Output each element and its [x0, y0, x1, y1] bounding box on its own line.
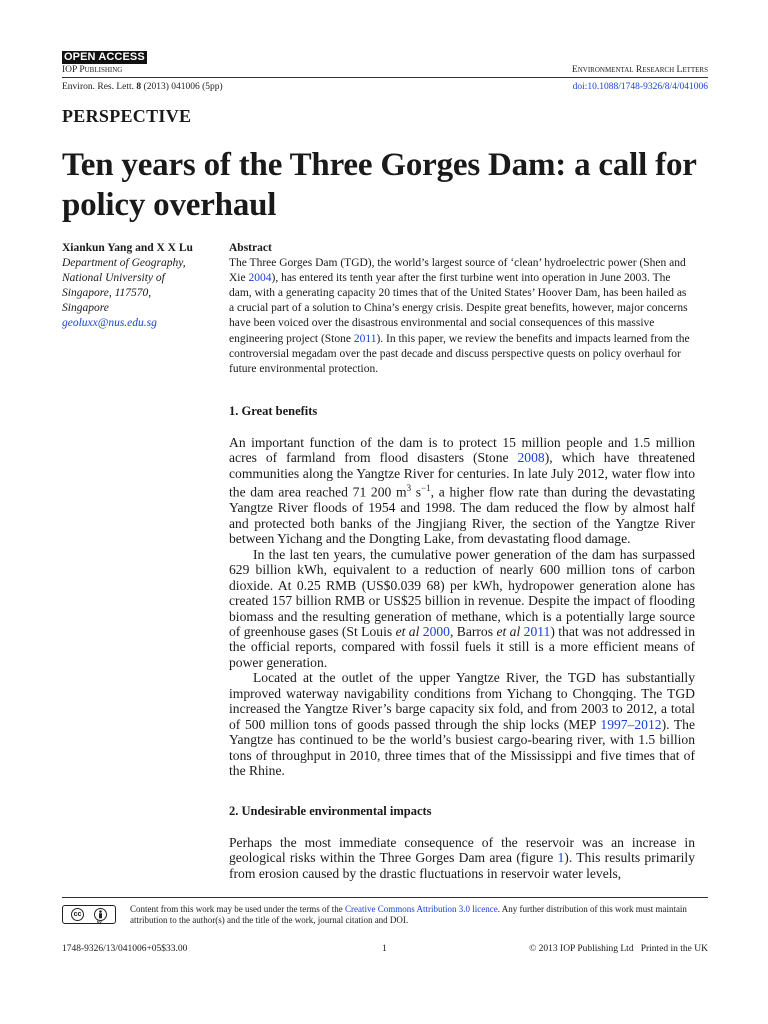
text-run: Located at the outlet of the upper Yangtze River, the TGD has substantially improved waterway navigability conditions from Yichang to Chongqing. The TGD increased the Yangtze River’s barge capacity six fold, and from 2003 to 2012, a total of 500 million tons of goods passed through the ship locks (MEP: [229, 670, 695, 732]
section-1-body: [229, 435, 695, 779]
journal-name: Environmental Research Letters: [571, 65, 708, 75]
paragraph: [229, 670, 695, 778]
text-run: Perhaps the most immediate consequence of the reservoir was an increase in geological risks within the Three Gorges Dam area (figure: [229, 835, 695, 866]
publisher-name: IOP Publishing: [62, 65, 123, 75]
license-text: [130, 904, 710, 926]
text-run: s: [411, 484, 422, 500]
citation-link[interactable]: 2000: [422, 623, 450, 639]
abstract-text: [229, 256, 691, 377]
section-2-body: [229, 835, 695, 881]
text-run: An important function of the dam is to protect 15 million people and 1.5 million acres of farmland from flood disasters (Stone: [229, 435, 695, 466]
cc-icon: cc: [71, 908, 84, 921]
text-run: ). This results primarily from erosion caused by the drastic fluctuations in reservoir water levels,: [229, 850, 696, 881]
text-run: In the last ten years, the cumulative power generation of the dam has surpassed 629 billion kWh, equivalent to a reduction of nearly 600 million tons of carbon dioxide. At 0.25 RMB (US$0.039 68) per kWh, hydropower generation alone has created 157 billion RMB or US$25 billion in revenue. Despite the impact of flooding biomass and the resulting generation of methane, which is a potentially large source of greenhouse gases (St Louis: [229, 546, 695, 639]
doi-link[interactable]: doi:10.1088/1748-9326/8/4/041006: [572, 82, 708, 92]
paragraph: [229, 547, 695, 671]
text-run: , Barros: [449, 623, 497, 639]
text-run: ). The Yangtze has continued to be the world’s busiest cargo-bearing river, with 1.5 billion tons of throughput in 2010, three times that of the Mississippi and five times that of the Rhine.: [229, 716, 695, 779]
author-names: Xiankun Yang and X X Lu: [62, 242, 193, 254]
header-rule: [62, 77, 708, 78]
footer-rule: [62, 897, 708, 898]
abstract-text-part: ), has entered its tenth year after the first turbine went into operation in June 2003. The dam, with a generating capacity 20 times that of the United States’ Hoover Dam, has been hailed as a crucial part of a solution to China’s energy crisis. Despite great benefits, however, major concerns have been voiced over the disastrous environmental and social consequences of this massive engineering project (Stone: [229, 272, 688, 345]
citation-link[interactable]: 2011: [523, 623, 551, 639]
license-link[interactable]: Creative Commons Attribution 3.0 licence: [344, 904, 498, 914]
author-block: [62, 241, 222, 331]
figure-link[interactable]: 1: [557, 850, 565, 866]
citation-link[interactable]: 2008: [517, 450, 545, 466]
superscript: −1: [421, 483, 431, 494]
issn-code: 1748-9326/13/041006+05$33.00: [62, 944, 188, 954]
abstract-text-part: The Three Gorges Dam (TGD), the world’s largest source of ‘clean’ hydroelectric power (Shen and Xie: [229, 257, 686, 285]
article-title: Ten years of the Three Gorges Dam: a call for policy overhaul: [62, 147, 697, 223]
text-run: . Any further distribution of this work must maintain attribution to the author(s) and the title of the work, journal citation and DOI.: [130, 904, 687, 925]
section-heading-great-benefits: 1. Great benefits: [229, 404, 318, 418]
by-label: by: [97, 919, 102, 924]
journal-citation: [62, 82, 223, 93]
abstract-text-part: ). In this paper, we review the benefits and impacts learned from the controversial megadam over the past decade and discuss perspective quests on policy overhaul for future environmental protection.: [229, 332, 690, 375]
citation-volume: 8: [136, 82, 142, 92]
text-run: ) that was not addressed in the official reports, compared with fossil fuels it still is a more efficient means of power generation.: [229, 623, 695, 670]
text-run: Content from this work may be used under the terms of the: [130, 904, 345, 914]
paragraph: [229, 835, 695, 881]
paragraph: [229, 435, 695, 547]
text-run: , a higher flow rate than during the devastating Yangtze River floods of 1954 and 1998. The dam reduced the flow by almost half and protected both banks of the Jingjiang River, the section of the Yangtze River between Yichang and the Dongting Lake, from devastating flood damage.: [229, 484, 695, 547]
citation-rest: (2013) 041006 (5pp): [141, 82, 223, 92]
superscript: 3: [406, 483, 412, 494]
affiliation-line: Singapore: [62, 302, 109, 314]
section-heading-environmental-impacts: 2. Undesirable environmental impacts: [229, 804, 432, 818]
citation-link[interactable]: 1997–2012: [600, 716, 662, 732]
citation-link[interactable]: 2011: [353, 332, 377, 345]
affiliation-line: Department of Geography,: [62, 257, 186, 269]
copyright-notice: © 2013 IOP Publishing Ltd Printed in the UK: [529, 944, 708, 954]
section-label: PERSPECTIVE: [62, 106, 192, 126]
text-run: ), which have threatened communities along the Yangtze River for centuries. In late July 2012, water flow into the dam area reached 71 200 m: [229, 450, 695, 500]
open-access-badge: OPEN ACCESS: [64, 51, 145, 63]
abstract-heading: Abstract: [229, 242, 272, 254]
affiliation-line: National University of: [62, 272, 165, 284]
citation-prefix: Environ. Res. Lett.: [62, 82, 137, 92]
abstract: [229, 241, 691, 377]
et-al: et al: [395, 623, 420, 639]
et-al: et al: [496, 623, 521, 639]
author-email-link[interactable]: geoluxx@nus.edu.sg: [62, 317, 157, 329]
creative-commons-icon: [62, 905, 116, 924]
page-number: 1: [382, 944, 387, 954]
citation-link[interactable]: 2004: [248, 272, 272, 285]
affiliation-line: Singapore, 117570,: [62, 287, 152, 299]
